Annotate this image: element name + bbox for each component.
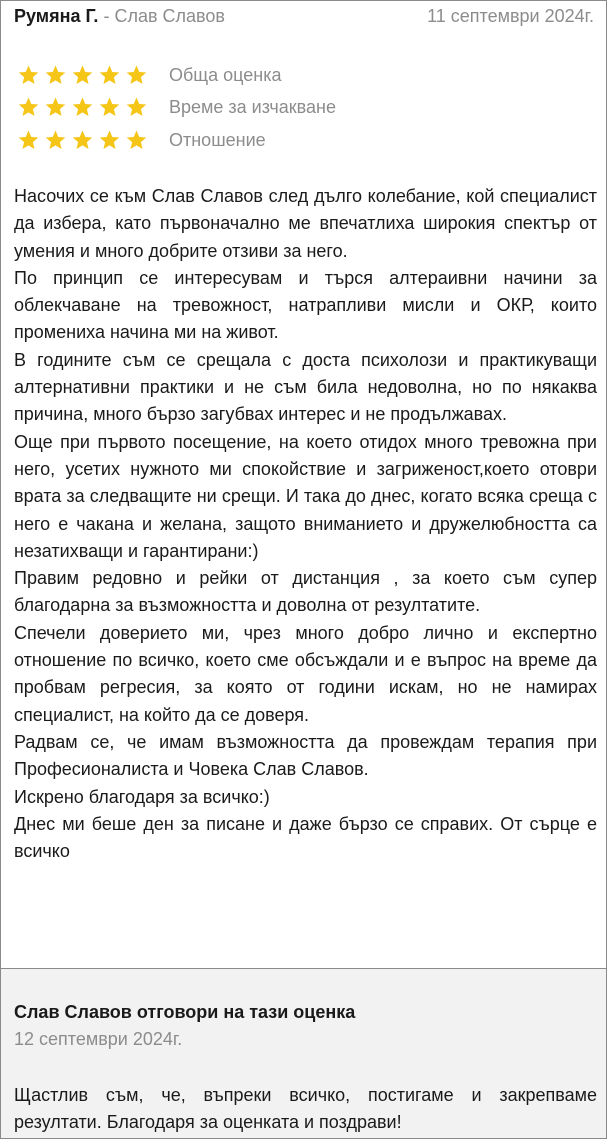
star-icon — [44, 64, 67, 87]
rating-row — [17, 92, 336, 125]
ratings-list — [17, 59, 336, 157]
star-icon — [44, 129, 67, 152]
rating-stars — [17, 64, 166, 87]
reply-title: Слав Славов отговори на тази оценка — [14, 1002, 356, 1022]
review-author: Румяна Г. — [14, 6, 99, 26]
rating-row — [17, 59, 336, 92]
review-paragraph: Правим редовно и рейки от дистанция , за което съм супер благодарна за възможността и доволна от резултатите. — [14, 568, 597, 616]
review-paragraph: Още при първото посещение, на което отидох много тревожна при него, усетих нужното ми спокойствие и загриженост,което отоври врата за следващите ни срещи. И така до днес, когато всяка среща с него е чакана и желана, защото вниманието и дружелюбността са незатихващи и гарантирани:) — [14, 431, 597, 561]
rating-label: Обща оценка — [169, 64, 282, 85]
star-icon — [71, 129, 94, 152]
star-icon — [125, 96, 148, 119]
star-icon — [17, 64, 40, 87]
star-icon — [71, 64, 94, 87]
star-icon — [125, 64, 148, 87]
star-icon — [17, 129, 40, 152]
review-header — [14, 6, 594, 30]
star-icon — [44, 96, 67, 119]
rating-stars — [17, 96, 166, 119]
reply-text: Щастлив съм, че, въпреки всичко, постигаме и закрепваме резултати. Благодаря за оценката и поздрави! — [14, 1085, 597, 1132]
star-icon — [98, 96, 121, 119]
reply-section — [1, 968, 606, 1138]
star-icon — [125, 129, 148, 152]
star-icon — [71, 96, 94, 119]
review-date: 11 септември 2024г. — [427, 6, 594, 26]
star-icon — [17, 96, 40, 119]
rating-label: Отношение — [169, 129, 266, 150]
rating-row — [17, 124, 336, 157]
review-paragraph: Спечели доверието ми, чрез много добро лично и експертно отношение по всичко, което сме обсъждали и е въпрос на време да пробвам регресия, за която от години искам, но не намирах специалист, на който да се доверя. — [14, 622, 597, 725]
star-icon — [98, 64, 121, 87]
review-paragraph: Радвам се, че имам възможността да провеждам терапия при Професионалиста и Човека Слав Славов. — [14, 731, 597, 780]
review-paragraph: Днес ми беше ден за писане и даже бързо се справих. От сърце е всичко — [14, 813, 597, 862]
review-paragraph: Насочих се към Слав Славов след дълго колебание, кой специалист да избера, като първоначално ме впечатлиха широкия спектър от умения и много добрите отзиви за него. — [14, 186, 597, 261]
reply-date: 12 септември 2024г. — [14, 1029, 183, 1049]
star-icon — [98, 129, 121, 152]
review-paragraph: Искрено благодаря за всичко:) — [14, 786, 270, 807]
review-paragraph: По принцип се интересувам и търся алтераивни начини за облекчаване на тревожност, натрапливи мисли и ОКР, които промениха начина ми на живот. — [14, 267, 597, 343]
rating-stars — [17, 129, 166, 152]
review-text — [14, 183, 597, 865]
review-doctor-name: - Слав Славов — [103, 6, 225, 26]
rating-label: Време за изчакване — [169, 97, 336, 118]
review-paragraph: В годините съм се срещала с доста психолози и практикуващи алтернативни практики и не съм била недоволна, но по някаква причина, много бързо загубвах интерес и не продължавах. — [14, 349, 597, 425]
